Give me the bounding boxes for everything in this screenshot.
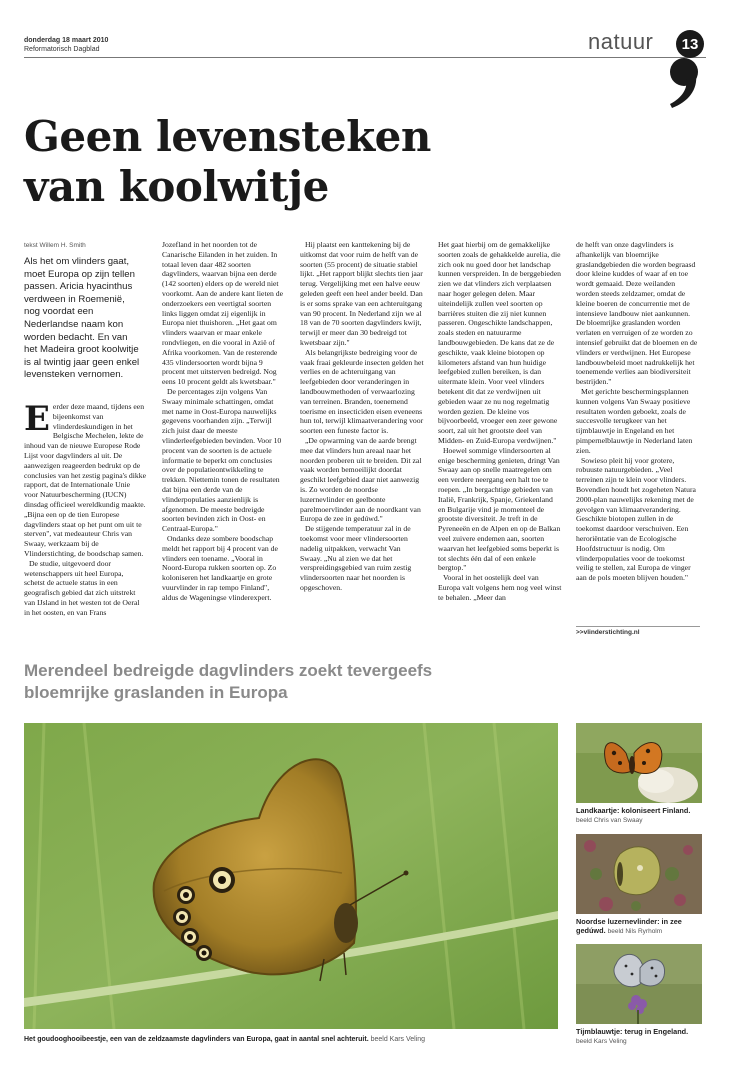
issue-date: donderdag 18 maart 2010 <box>24 37 109 44</box>
paragraph: De studie, uitgevoerd door wetenschappers uit heel Europa, schetst de actuele status in een geografisch gebied dat zich uitstrekt van IJsland in het westen tot de Oeral in het oosten, en van Frans <box>24 558 140 617</box>
page-number-badge: 13 <box>676 30 704 58</box>
paragraph: Het gaat hierbij om de gemakkelijke soorten zoals de gehakkelde aurelia, die zich ook nu goed door het landschap kunnen verspreiden. In de berggebieden zien we dat vlinders zich verplaatsen naar hoger gelegen delen. Maar uiteindelijk zullen veel soorten op barrières stuiten die zij niet kunnen passeren. Ongeschikte landschappen, zoals steden en natuurarme landbouwgebieden. De kans dat ze de geschikte, vaak kleine biotopen op kilometers afstand van hun huidige leefgebied zullen bereiken, is dan uitermate klein. Voor veel vlinders betekent dit dat ze verdwijnen uit gebieden waar ze nu nog regelmatig worden gezien. De kleine vos bijvoorbeeld, vroeger een zeer gewone soort, zal uit het grootste deel van Midden- en Zuid-Europa verdwijnen." <box>438 240 562 445</box>
article-headline <box>24 112 584 212</box>
caption-text: Het goudooghooibeestje, een van de zeldzaamste dagvlinders van Europa, gaat in aantal snel achteruit. <box>24 1036 369 1043</box>
paragraph: De percentages zijn volgens Van Swaay minimale schattingen, omdat met name in Oost-Europa nauwelijks gegevens voorhanden zijn. „Terwijl zich juist daar de meeste vlinderleefgebieden bevinden. Voor 10 procent van de soorten is de actuele informatie te beperkt om conclusies over de populatieontwikkeling te trekken. Niettemin tonen de resultaten dat bijna een derde van de vlinderpopulaties aanzienlijk is afgenomen. De meeste bedreigde soorten bevinden zich in Oost- en Centraal-Europa." <box>162 386 282 534</box>
paragraph: Sowieso pleit hij voor grotere, robuuste natuurgebieden. „Veel terreinen zijn te klein voor vlinders. Bovendien houdt het zogeheten Natura 2000-plan nauwelijks rekening met de gevolgen van klimaatverandering. Geschikte biotopen zullen in de toekomst daardoor verschuiven. Een heroriëntatie van de Ecologische Hoofdstructuur is nodig. Om vlinderpopulaties voor de toekomst veilig te stellen, zal Europa de vinger aan de pols moeten blijven houden." <box>576 455 696 583</box>
caption-text: Tijmblauwtje: terug in Engeland. <box>576 1027 689 1036</box>
header-rule <box>24 57 706 58</box>
subheadline-line-2: bloemrijke graslanden in Europa <box>24 683 288 702</box>
article-column-5 <box>576 240 700 583</box>
headline-line-2: van koolwitje <box>24 162 329 211</box>
tijmblauwtje-photo <box>576 944 702 1024</box>
caption-text: Landkaartje: koloniseert Finland. <box>576 806 691 815</box>
landkaartje-caption <box>576 806 702 825</box>
main-photo-caption <box>24 1036 564 1043</box>
caption-text: Noordse luzernevlinder: in zee gedúwd. <box>576 917 682 935</box>
drop-cap: E <box>24 399 50 439</box>
article-intro: Als het om vlinders gaat, moet Europa op zijn tellen passen. Aricia hyacinthus verdween in Roemenië, nog voordat een Nederlandse naam kon worden bedacht. En van het Madeira groot koolwitje is al twintig jaar geen enkel levensteken vernomen. <box>24 256 140 381</box>
paragraph: „De opwarming van de aarde brengt mee dat vlinders hun areaal naar het noorden proberen uit te breiden. Dit zal vaak worden bemoeilijkt doordat geschikt leefgebied daar niet aanwezig is. Zo worden de noordse luzernevlinder en geelbonte parelmoervlinder aan de noordkant van Europa de zee in gedúwd." <box>300 435 422 524</box>
headline-line-1: Geen levensteken <box>24 112 431 161</box>
paragraph: Eerder deze maand, tijdens een bijeenkomst van vlinderdeskundigen in het Belgische Mechelen, lekte de inhoud van de nieuwe Europese Rode Lijst voor dagvlinders al uit. De aanwezigen reageerden bedrukt op de conclusies van het zestig pagina's dikke rapport, dat de Internationale Unie voor Natuurbescherming (IUCN) dinsdag officieel wereldkundig maakte. „Bijna een op de tien Europese dagvlinders staat op het punt om uit te sterven", vat medeauteur Chris van Swaay, werkzaam bij de Vlinderstichting, de boodschap samen. <box>24 399 147 558</box>
comma-icon <box>662 56 708 110</box>
noordse-luzernevlinder-caption <box>576 917 702 936</box>
article-column-3 <box>300 240 424 593</box>
article-column-2 <box>162 240 286 602</box>
paragraph: Als belangrijkste bedreiging voor de vaak fraai gekleurde insecten gelden het verlies en de achteruitgang van leefgebieden door veranderingen in landbouwmethoden of verwaarlozing van terreinen. Branden, toenemend toerisme en insecticiden eisen eveneens hun tol, terwijl klimaatverandering voor soorten een funeste factor is. <box>300 347 424 436</box>
section-title: natuur <box>588 29 654 54</box>
noordse-luzernevlinder-photo <box>576 834 702 914</box>
paragraph: Jozefland in het noorden tot de Canarische Eilanden in het zuiden. In totaal leven daar 482 soorten dagvlinders, waarvan bijna een derde (142 soorten) elders op de wereld niet voorkomt. Aan de andere kant lieten de onderzoekers een veertigtal soorten links liggen omdat zij eigenlijk in Europa niet thuishoren. „Het gaat om vlinders waarvan er maar enkele rondvliegen, en die vooral in Azië of Afrika voorkomen. Van de resterende 435 vlindersoorten wordt bijna 9 procent met uitsterven bedreigd. Nog eens 10 procent geldt als kwetsbaar." <box>162 240 284 387</box>
tijmblauwtje-caption <box>576 1027 702 1046</box>
paragraph: De stijgende temperatuur zal in de toekomst voor meer vlindersoorten nadelig uitpakken, verwacht Van Swaay. „Nu al zien we dat het verspreidingsgebied van ruim zestig vlindersoorten naar het noorden is opgeschoven. <box>300 524 412 592</box>
newspaper-name: Reformatorisch Dagblad <box>24 46 100 53</box>
paragraph: Vooral in het oostelijk deel van Europa valt volgens hem nog veel winst te behalen. „Meer dan <box>438 573 562 602</box>
paragraph: Hoewel sommige vlindersoorten al enige bescherming genieten, dringt Van Swaay aan op snelle maatregelen om een verdere neergang een halt toe te roepen. „In bergachtige gebieden van Italië, Frankrijk, Spanje, Griekenland en Bulgarije vind je momenteel de grootste diversiteit. Je treft in de Pyreneeën en de Alpen en op de Balkan veel zuivere endemen aan, soorten waarvan het leefgebied soms beperkt is tot slechts één dal of een enkele bergtop." <box>438 445 561 573</box>
web-link[interactable]: >>vlinderstichting.nl <box>576 629 640 636</box>
paragraph: Met gerichte beschermingsplannen kunnen volgens Van Swaay positieve resultaten worden geboekt, zoals de succesvolle terugkeer van het tijmblauwtje in Engeland en het pimpernelblauwtje in Nederland laten zien. <box>576 386 693 455</box>
main-butterfly-photo <box>24 723 558 1029</box>
article-column-4 <box>438 240 562 602</box>
photo-credit: beeld Nils Ryrholm <box>607 928 663 935</box>
paragraph: de helft van onze dagvlinders is afhankelijk van bloemrijke graslandgebieden die worden begraasd door kleine kuddes of waar af en toe wordt gemaaid. Deze weilanden worden steeds zeldzamer, omdat de kleine boeren de concurrentie met de intensieve landbouw niet aankunnen. De bloemrijke graslanden worden verlaten en verruigen of ze worden zo intensief gebruikt dat de bloemen en de vlinders er verdwijnen. Het Europese landbouwbeleid moet nadrukkelijk het toenemende verlies aan biodiversiteit bestrijden." <box>576 240 698 387</box>
paragraph: Hij plaatst een kanttekening bij de uitkomst dat voor ruim de helft van de soorten (55 procent) de situatie stabiel lijkt. „Het rapport blijkt slechts tien jaar terug. Vergelijking met een halve eeuw geleden geeft een heel ander beeld. Dan is er soms sprake van een achteruitgang van 90 procent. In Nederland zijn we al 18 van de 70 soorten dagvlinders kwijt, terwijl er meer dan 30 bedreigd tot kwetsbaar zijn." <box>300 240 423 347</box>
byline: tekst Willem H. Smith <box>24 242 86 249</box>
masthead <box>24 36 108 54</box>
photo-subheadline <box>24 660 444 704</box>
paragraph: Ondanks deze sombere boodschap meldt het rapport bij 4 procent van de vlinders een toename. „Vooral in Noord-Europa rukken soorten op. Zo koloniseren het landkaartje en grote vuurvlinder in rap tempo Finland", aldus de Wageningse vlinderexpert. <box>162 533 278 602</box>
subheadline-line-1: Merendeel bedreigde dagvlinders zoekt tevergeefs <box>24 661 433 680</box>
photo-credit: beeld Chris van Swaay <box>576 817 643 824</box>
article-column-1 <box>24 399 147 618</box>
photo-credit: beeld Kars Veling <box>576 1038 627 1045</box>
landkaartje-photo <box>576 723 702 803</box>
photo-credit: beeld Kars Veling <box>370 1036 426 1043</box>
web-link-rule <box>576 626 700 627</box>
